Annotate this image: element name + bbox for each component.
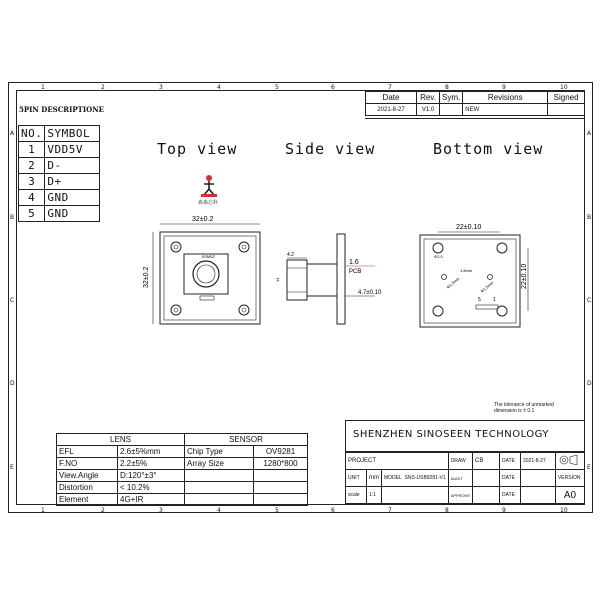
lens-inner	[197, 265, 215, 283]
pin-table	[18, 125, 100, 222]
sensor-label: 5SM5Z	[202, 254, 215, 259]
bottom-hole-br	[497, 306, 507, 316]
ruler-top-7: 7	[388, 84, 392, 91]
project-label: PROJECT	[346, 453, 449, 470]
rev-separator	[365, 118, 585, 119]
pin-no: 1	[19, 142, 45, 158]
ruler-top-6: 6	[331, 84, 335, 91]
bottom-board-outline	[420, 235, 520, 327]
audit-label: AUDIT	[448, 470, 472, 487]
pin-no: 2	[19, 158, 45, 174]
bottom-pin-a	[442, 275, 447, 280]
draw-label: DRAW	[448, 453, 472, 470]
spec-value: 2.2±5%	[118, 458, 185, 470]
top-hole-bl	[171, 305, 181, 315]
logo-figure	[204, 181, 214, 195]
bottom-view-title: Bottom view	[433, 140, 544, 158]
sensor-value	[254, 494, 308, 506]
bottom-height-dim: 22±0.10	[521, 263, 528, 289]
ruler-bottom-8: 8	[445, 507, 449, 514]
bottom-hole-bl	[433, 306, 443, 316]
ruler-bottom-10: 10	[560, 507, 568, 514]
ruler-right-b: B	[587, 214, 592, 221]
bottom-pin-1: 1	[493, 297, 496, 303]
ruler-bottom-6: 6	[331, 507, 335, 514]
top-height-dim: 32±0.2	[143, 266, 150, 288]
side-view-title: Side view	[285, 140, 376, 158]
pin-symbol: VDD5V	[45, 142, 100, 158]
ruler-bottom-4: 4	[217, 507, 221, 514]
rev-header-signed: Signed	[548, 92, 585, 104]
bottom-pin-b	[488, 275, 493, 280]
top-view-drawing	[140, 210, 270, 330]
scale-value: 1:1	[366, 487, 381, 504]
rev-signed	[548, 104, 585, 116]
company-logo	[198, 173, 220, 199]
logo-base	[201, 194, 217, 197]
sensor-value	[254, 470, 308, 482]
rev-description: NEW	[463, 104, 548, 116]
rev-version: V1.0	[417, 104, 440, 116]
tolerance-note-line2: dimension is ± 0.1	[494, 408, 535, 414]
sensor-key	[185, 482, 254, 494]
ruler-bottom-2: 2	[101, 507, 105, 514]
pin-row	[19, 190, 100, 206]
logo-head	[206, 175, 212, 181]
ruler-bottom-7: 7	[388, 507, 392, 514]
ruler-top-9: 9	[502, 84, 506, 91]
ruler-right-e: E	[587, 464, 591, 471]
lens-holder	[184, 254, 228, 294]
ruler-top-8: 8	[445, 84, 449, 91]
top-board-outline	[160, 232, 260, 324]
spec-value: 4G+IR	[118, 494, 185, 506]
ruler-top-10: 10	[560, 84, 568, 91]
side-top-dim: 4.2	[287, 252, 294, 258]
ruler-right-a: A	[587, 130, 592, 137]
bottom-hole-label: Φ2.0	[434, 254, 443, 259]
spec-row	[57, 494, 308, 506]
side-pcb-val: 1.6	[349, 259, 359, 266]
pin-no: 4	[19, 190, 45, 206]
ruler-top-2: 2	[101, 84, 105, 91]
title-block	[345, 452, 585, 504]
side-pcb-label: PCB	[349, 269, 362, 275]
top-hole-bl-inner	[174, 308, 178, 312]
sensor-key	[185, 494, 254, 506]
ruler-bottom-5: 5	[275, 507, 279, 514]
logo-text: 森森芯科	[198, 200, 219, 206]
spec-row	[57, 446, 308, 458]
spec-value: D:120°±3°	[118, 470, 185, 482]
ruler-top-4: 4	[217, 84, 221, 91]
projection-symbol-cell	[555, 453, 584, 470]
top-hole-tl-inner	[174, 245, 178, 249]
spec-key: EFL	[57, 446, 118, 458]
top-board-inner	[164, 236, 256, 320]
top-width-dim: 32±0.2	[192, 216, 214, 223]
bottom-view-drawing	[410, 215, 540, 335]
ruler-bottom-1: 1	[41, 507, 45, 514]
ruler-top-3: 3	[159, 84, 163, 91]
company-name: SHENZHEN SINOSEEN TECHNOLOGY	[353, 429, 550, 440]
date-value: 2021-8-27	[520, 453, 555, 470]
sensor-value: OV9281	[254, 446, 308, 458]
date2-label: DATE	[500, 470, 521, 487]
top-hole-tr	[239, 242, 249, 252]
rev-date: 2021-8-27	[366, 104, 417, 116]
sensor-key: Array Size	[185, 458, 254, 470]
pin-symbol: GND	[45, 206, 100, 222]
scale-label: scale	[346, 487, 367, 504]
model-block	[381, 470, 448, 487]
spec-row	[57, 458, 308, 470]
spec-value: 2.6±5%mm	[118, 446, 185, 458]
pin-symbol: GND	[45, 190, 100, 206]
ruler-left-b: B	[10, 214, 15, 221]
bottom-pin-b-label: Φ1.5mm	[479, 280, 495, 294]
draw-value: CB	[473, 453, 500, 470]
lens-sensor-table	[56, 433, 308, 506]
spec-key: Element	[57, 494, 118, 506]
ruler-left-a: A	[10, 130, 15, 137]
approve-label: APPROVE	[448, 487, 472, 504]
spec-value: < 10.2%	[118, 482, 185, 494]
model-value: SNS-USB9281-V1	[404, 475, 446, 481]
tolerance-note-line1: The tolerance of unmarked	[494, 402, 554, 408]
spec-key: Distortion	[57, 482, 118, 494]
pin-symbol: D-	[45, 158, 100, 174]
bottom-hole-tl	[433, 243, 443, 253]
date3-label: DATE	[500, 487, 521, 504]
version-label: VERSION	[555, 470, 584, 487]
pin-row	[19, 142, 100, 158]
ruler-top-5: 5	[275, 84, 279, 91]
spec-key: F.NO	[57, 458, 118, 470]
sensor-value	[254, 482, 308, 494]
bottom-hole-tr	[497, 243, 507, 253]
ruler-bottom-9: 9	[502, 507, 506, 514]
bottom-board-inner	[424, 239, 516, 323]
connector	[200, 296, 214, 300]
revision-table	[365, 91, 585, 116]
spec-row	[57, 482, 308, 494]
top-hole-tl	[171, 242, 181, 252]
unit-label: UNIT	[346, 470, 367, 487]
projection-icon	[558, 455, 578, 465]
ruler-right-c: C	[587, 297, 592, 304]
ruler-left-e: E	[10, 464, 14, 471]
model-label: MODEL	[383, 475, 402, 481]
bottom-width-dim: 22±0.10	[456, 224, 482, 231]
version-value: A0	[555, 487, 584, 504]
pin-header-symbol: SYMBOL	[45, 126, 100, 142]
unit-value: mm	[366, 470, 381, 487]
side-thick-dim: 4.7±0.10	[358, 290, 382, 296]
pin-row	[19, 158, 100, 174]
side-left-dim: 14	[275, 277, 280, 282]
ruler-right-d: D	[587, 380, 592, 387]
pin-title: 5PIN DESCRIPTIONE	[19, 105, 104, 114]
rev-sym	[440, 104, 463, 116]
spec-row	[57, 470, 308, 482]
pin-header-no: NO.	[19, 126, 45, 142]
rev-header-rev: Rev.	[417, 92, 440, 104]
pin-row	[19, 174, 100, 190]
lens-title: LENS	[57, 434, 185, 446]
rev-header-revisions: Revisions	[463, 92, 548, 104]
top-view-title: Top view	[157, 140, 238, 158]
ruler-left-c: C	[10, 297, 15, 304]
pin-symbol: D+	[45, 174, 100, 190]
rev-header-sym: Sym.	[440, 92, 463, 104]
pin-row	[19, 206, 100, 222]
side-holder	[307, 264, 337, 296]
side-view-drawing	[265, 232, 390, 327]
side-pcb	[337, 234, 345, 324]
sensor-value: 1280*800	[254, 458, 308, 470]
date-label: DATE	[500, 453, 521, 470]
top-hole-br	[239, 305, 249, 315]
bottom-pin-5: 5	[478, 297, 481, 303]
side-lens	[287, 260, 307, 300]
rev-header-date: Date	[366, 92, 417, 104]
bottom-pin-a-label: Φ1.5mm	[445, 276, 461, 290]
ruler-top-1: 1	[41, 84, 45, 91]
top-hole-tr-inner	[242, 245, 246, 249]
bottom-connector	[476, 305, 498, 309]
spec-key: View.Angle	[57, 470, 118, 482]
sensor-key: Chip Type	[185, 446, 254, 458]
sensor-title: SENSOR	[185, 434, 308, 446]
sensor-key	[185, 470, 254, 482]
ruler-bottom-3: 3	[159, 507, 163, 514]
pin-no: 5	[19, 206, 45, 222]
bottom-pins-dim: 1.8mm	[460, 268, 473, 273]
ruler-left-d: D	[10, 380, 15, 387]
top-hole-br-inner	[242, 308, 246, 312]
pin-no: 3	[19, 174, 45, 190]
